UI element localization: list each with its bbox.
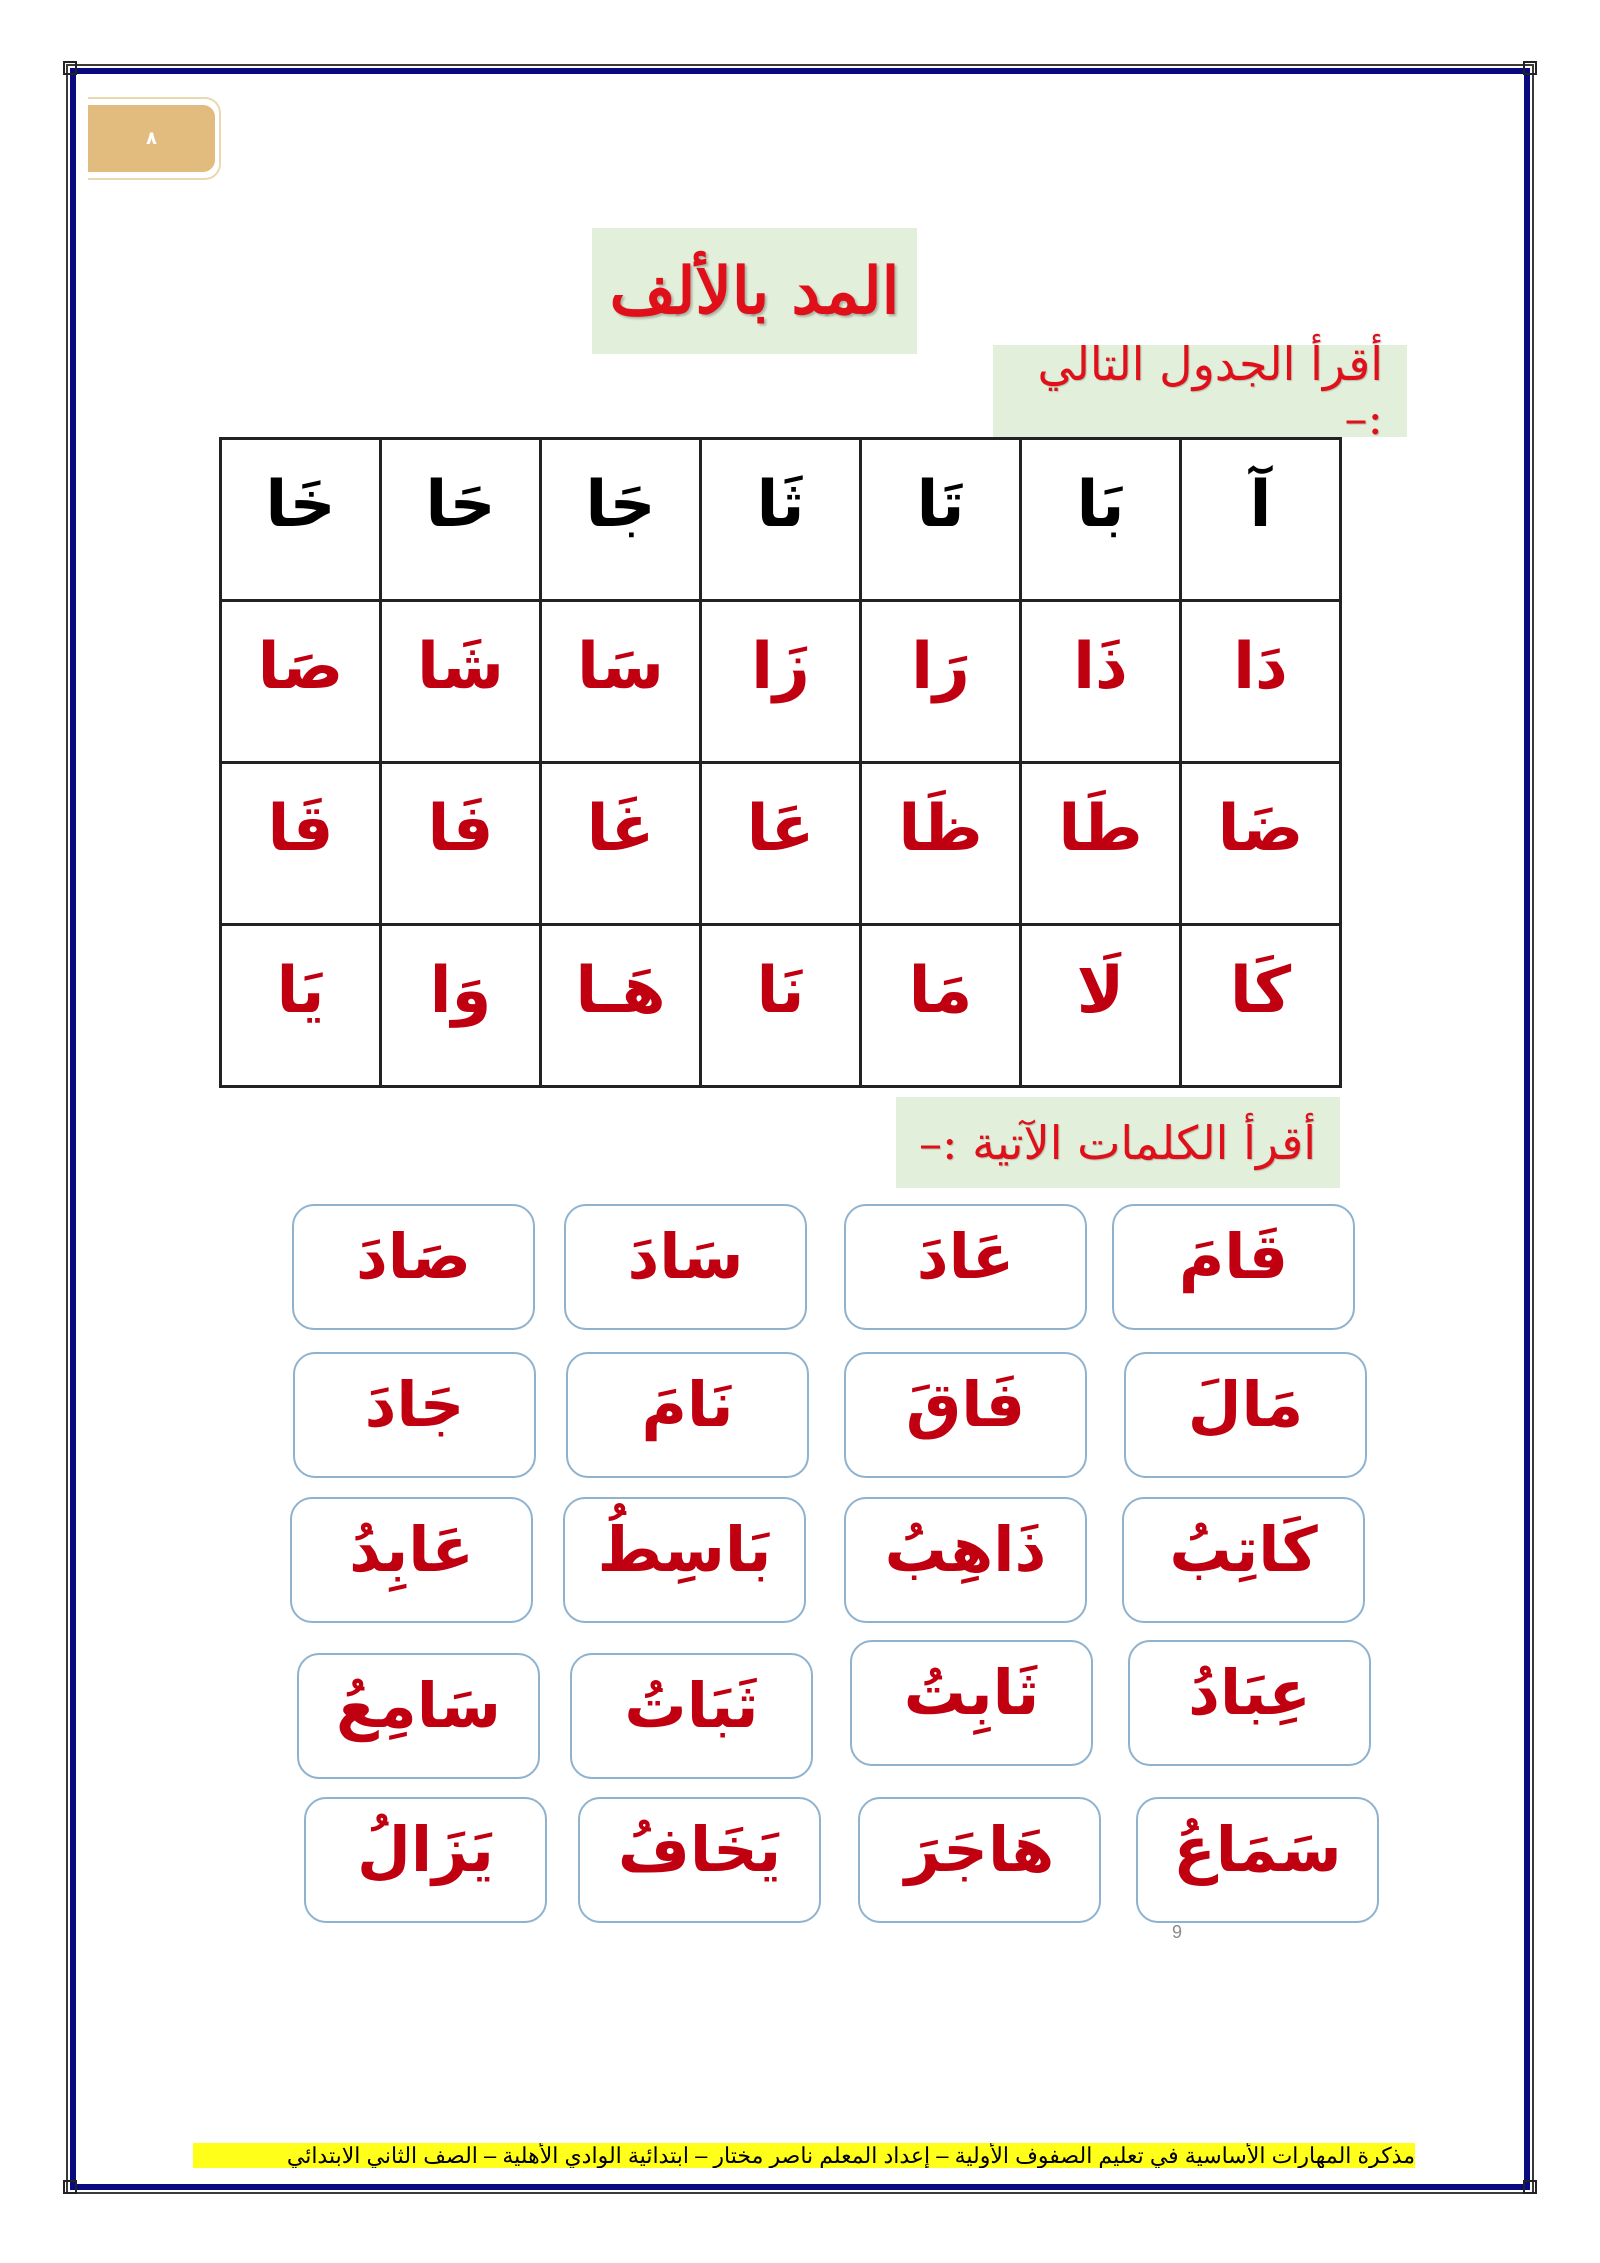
letters-table xyxy=(219,437,1342,1088)
lesson-title-box xyxy=(592,228,917,354)
letter-cell: كَا xyxy=(1181,925,1341,1087)
word-card-text: جَادَ xyxy=(364,1368,465,1441)
word-card-text: قَامَ xyxy=(1178,1220,1289,1293)
word-card xyxy=(1124,1352,1367,1478)
letter-cell: نَا xyxy=(701,925,861,1087)
border-corner-ornament xyxy=(63,61,77,75)
letter-cell: يَا xyxy=(221,925,381,1087)
word-card-text: ثَبَاتُ xyxy=(624,1669,759,1742)
word-card-text: يَزَالُ xyxy=(357,1813,494,1886)
letter-cell: ضَا xyxy=(1181,763,1341,925)
letter-cell: هَـا xyxy=(541,925,701,1087)
word-card-text: نَامَ xyxy=(641,1368,734,1441)
letter-cell: تَا xyxy=(861,439,1021,601)
word-card xyxy=(290,1497,533,1623)
border-corner-ornament xyxy=(63,2180,77,2194)
letter-cell: قَا xyxy=(221,763,381,925)
letters-row xyxy=(221,439,1341,601)
word-card-text: سَمَاعُ xyxy=(1173,1813,1342,1886)
word-card xyxy=(1112,1204,1355,1330)
word-card-text: كَاتِبُ xyxy=(1169,1513,1318,1586)
word-card xyxy=(1128,1640,1371,1766)
letter-cell: ظَا xyxy=(861,763,1021,925)
letter-cell: طَا xyxy=(1021,763,1181,925)
word-card-text: سَامِعُ xyxy=(336,1669,501,1742)
letter-cell: ذَا xyxy=(1021,601,1181,763)
letter-cell: غَا xyxy=(541,763,701,925)
word-card xyxy=(566,1352,809,1478)
word-card-text: فَاقَ xyxy=(905,1368,1026,1441)
letter-cell: زَا xyxy=(701,601,861,763)
page-number: 9 xyxy=(1172,1922,1183,1942)
word-card xyxy=(293,1352,536,1478)
page-badge-number: ٨ xyxy=(146,128,157,149)
word-card xyxy=(858,1797,1101,1923)
word-card-text: يَخَافُ xyxy=(617,1813,782,1886)
word-card-text: ثَابِتُ xyxy=(903,1656,1040,1729)
word-card-text: عِبَادُ xyxy=(1188,1656,1311,1729)
word-card-text: هَاجَرَ xyxy=(904,1813,1055,1886)
word-card xyxy=(564,1204,807,1330)
letters-row xyxy=(221,925,1341,1087)
word-card xyxy=(578,1797,821,1923)
section-heading-table xyxy=(993,337,1407,445)
letter-cell: عَا xyxy=(701,763,861,925)
word-card xyxy=(844,1497,1087,1623)
letter-cell: جَا xyxy=(541,439,701,601)
page-badge xyxy=(88,105,215,172)
letters-row xyxy=(221,763,1341,925)
word-card-text: عَادَ xyxy=(916,1220,1015,1293)
footer-credit: مذكرة المهارات الأساسية في تعليم الصفوف الأولية – إعداد المعلم ناصر مختار – ابتدائية الوادي الأهلية – الصف الثاني الابتدائي xyxy=(193,2143,1415,2168)
section-heading-words xyxy=(896,1097,1340,1188)
letter-cell: حَا xyxy=(381,439,541,601)
word-card-text: سَادَ xyxy=(627,1220,744,1293)
section-heading-table-text: أقرأ الجدول التالي :– xyxy=(1037,337,1383,445)
letter-cell: وَا xyxy=(381,925,541,1087)
letter-cell: بَا xyxy=(1021,439,1181,601)
letter-cell: دَا xyxy=(1181,601,1341,763)
letter-cell: رَا xyxy=(861,601,1021,763)
border-corner-ornament xyxy=(1523,61,1537,75)
letter-cell: مَا xyxy=(861,925,1021,1087)
border-corner-ornament xyxy=(1523,2180,1537,2194)
letter-cell: ثَا xyxy=(701,439,861,601)
letter-cell: خَا xyxy=(221,439,381,601)
letters-row xyxy=(221,601,1341,763)
letter-cell: سَا xyxy=(541,601,701,763)
word-card-text: عَابِدُ xyxy=(349,1513,474,1586)
word-card xyxy=(844,1204,1087,1330)
word-card xyxy=(1136,1797,1379,1923)
section-heading-words-text: أقرأ الكلمات الآتية :– xyxy=(919,1115,1316,1170)
word-card-text: صَادَ xyxy=(355,1220,471,1293)
word-card xyxy=(292,1204,535,1330)
word-card-text: بَاسِطُ xyxy=(597,1513,772,1586)
word-card xyxy=(1122,1497,1365,1623)
word-card xyxy=(563,1497,806,1623)
word-card xyxy=(850,1640,1093,1766)
letter-cell: آ xyxy=(1181,439,1341,601)
word-card xyxy=(844,1352,1087,1478)
lesson-title: المد بالألف xyxy=(609,253,900,329)
word-card-text: ذَاهِبُ xyxy=(884,1513,1047,1586)
letter-cell: شَا xyxy=(381,601,541,763)
word-card xyxy=(570,1653,813,1779)
word-card-text: مَالَ xyxy=(1187,1368,1304,1441)
word-card xyxy=(304,1797,547,1923)
word-card xyxy=(297,1653,540,1779)
letter-cell: فَا xyxy=(381,763,541,925)
letter-cell: صَا xyxy=(221,601,381,763)
letter-cell: لَا xyxy=(1021,925,1181,1087)
